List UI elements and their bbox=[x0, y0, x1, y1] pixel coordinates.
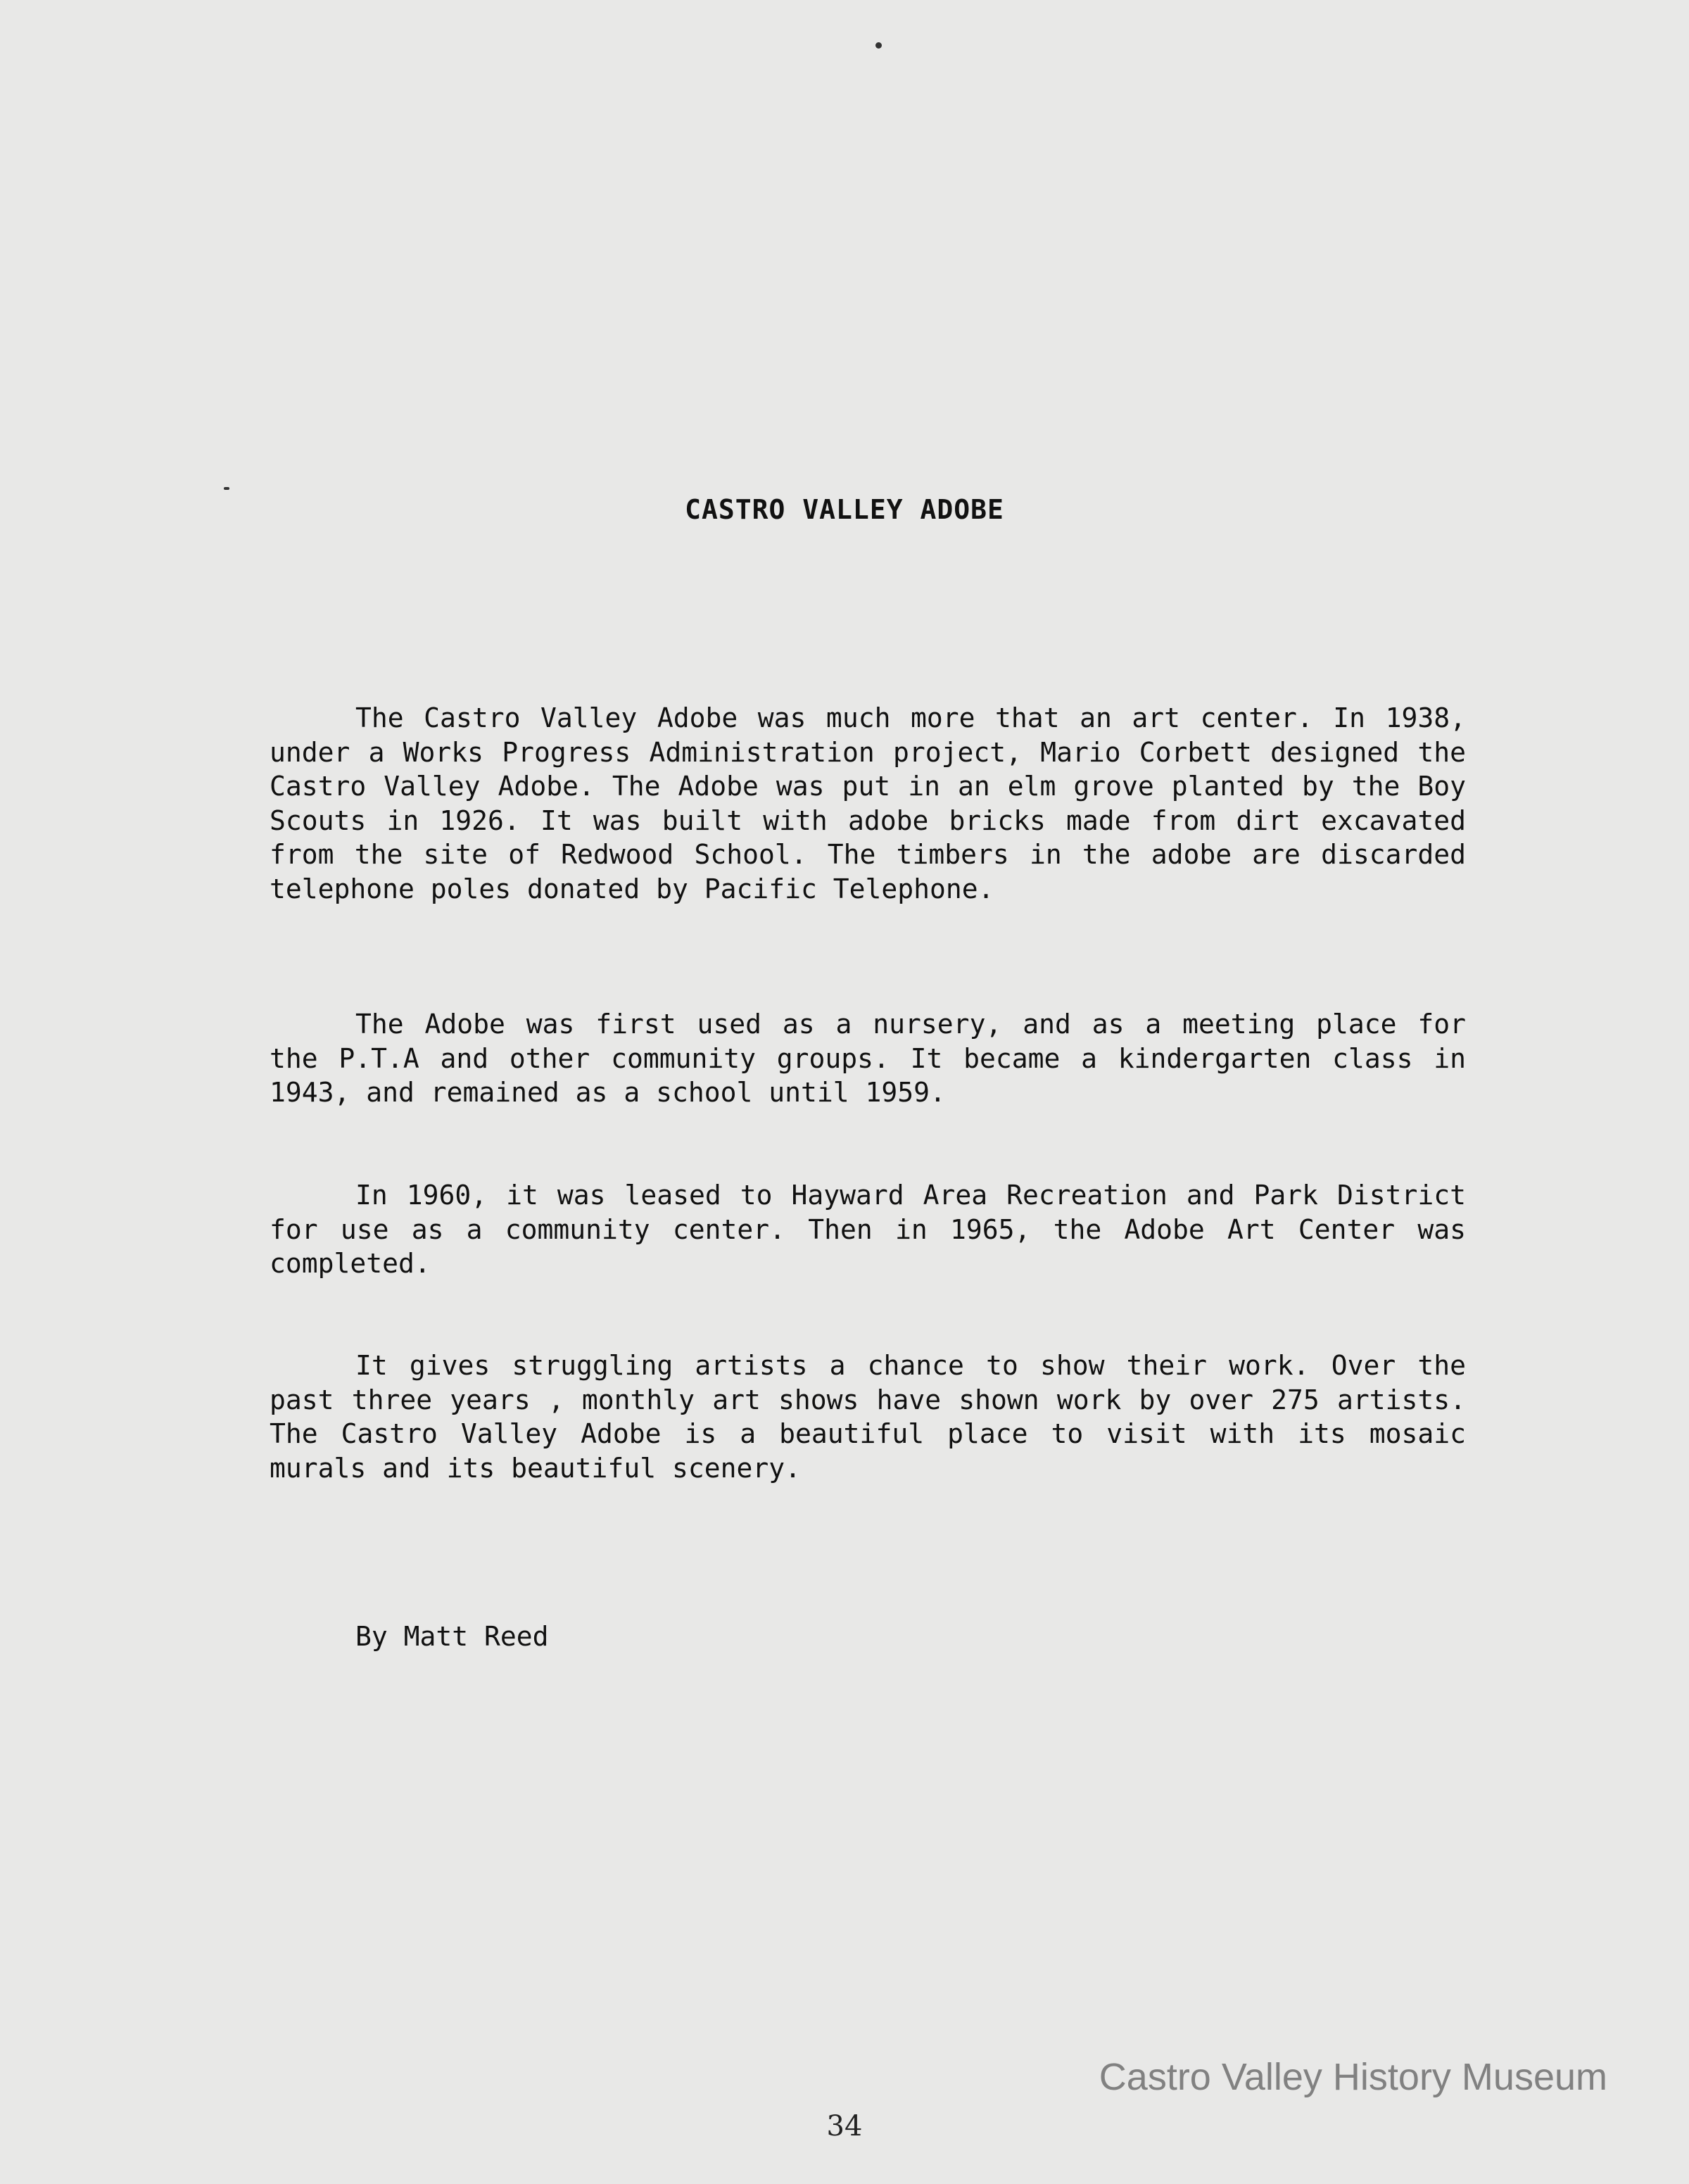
scan-speck bbox=[875, 42, 882, 49]
page-number: 34 bbox=[826, 2110, 863, 2142]
paragraph-4: It gives struggling artists a chance to show their work. Over the past three years , monthly art shows have shown work by over 275 artists. The Castro Valley Adobe is a beautiful place to visit with its mosaic murals and its beautiful scenery. bbox=[270, 1350, 1466, 1484]
document-title: CASTRO VALLEY ADOBE bbox=[685, 494, 1004, 525]
scan-speck bbox=[224, 487, 229, 490]
watermark-text: Castro Valley History Museum bbox=[1099, 2056, 1607, 2098]
byline: By Matt Reed bbox=[355, 1621, 549, 1652]
paragraph-2: The Adobe was first used as a nursery, and as a meeting place for the P.T.A and other community groups. It became a kindergarten class in 1943, and remained as a school until 1959. bbox=[270, 1009, 1466, 1108]
paragraph-3: In 1960, it was leased to Hayward Area Recreation and Park District for use as a community center. Then in 1965, the Adobe Art Center was completed. bbox=[270, 1180, 1466, 1279]
paragraph-1: The Castro Valley Adobe was much more that an art center. In 1938, under a Works Progress Administration project, Mario Corbett designed the Castro Valley Adobe. The Adobe was put in an elm grove planted by the Boy Scouts in 1926. It was built with adobe bricks made from dirt excavated from the site of Redwood School. The timbers in the adobe are discarded telephone poles donated by Pacific Telephone. bbox=[270, 702, 1466, 904]
